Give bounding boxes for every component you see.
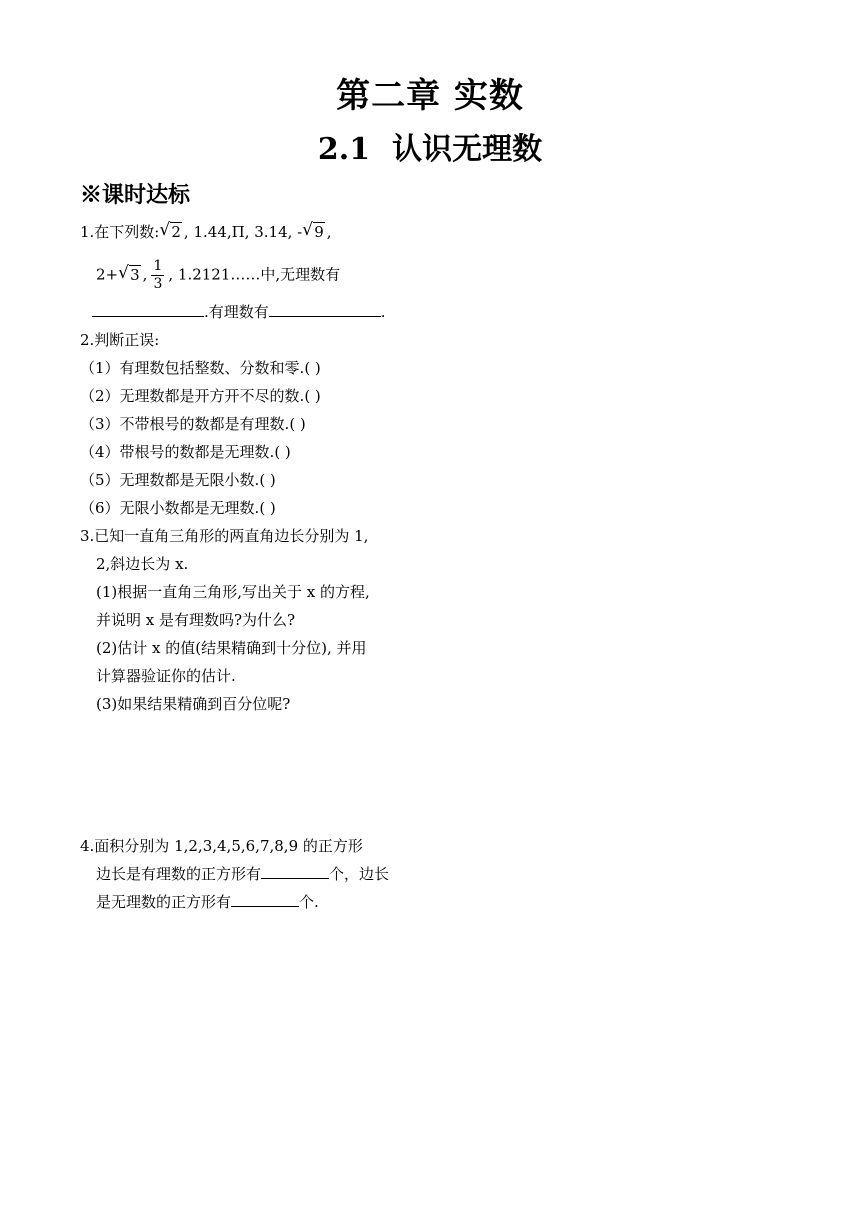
fraction-one-third xyxy=(151,258,164,293)
q4-line3-text: 是无理数的正方形有 xyxy=(96,893,232,911)
q3-line-3: (1)根据一直角三角形,写出关于 x 的方程, xyxy=(96,583,370,601)
q1-line3-end: . xyxy=(380,303,386,321)
rational-count-blank[interactable] xyxy=(261,864,329,879)
chapter-title: 第二章 实数 xyxy=(336,76,524,116)
q4-line-1: 4.面积分别为 1,2,3,4,5,6,7,8,9 的正方形 xyxy=(80,837,363,855)
sqrt-9-radicand: 9 xyxy=(314,223,324,241)
section-heading xyxy=(0,124,860,168)
q1-comma2: , xyxy=(142,265,148,284)
q1-line2 xyxy=(96,258,340,293)
irrational-count-blank[interactable] xyxy=(231,892,299,907)
fraction-numerator: 1 xyxy=(153,258,163,274)
q1-list: , 1.44,Π, 3.14, - xyxy=(183,223,303,241)
sqrt-3 xyxy=(118,265,141,285)
q3-line-1: 3.已知一直角三角形的两直角边长分别为 1, xyxy=(80,527,369,545)
q1-comma: , xyxy=(326,223,332,241)
q2-item-2: （2）无理数都是开方开不尽的数.( ) xyxy=(80,387,321,405)
sqrt-2-radicand: 2 xyxy=(171,223,181,241)
q3-line-2: 2,斜边长为 x. xyxy=(96,555,189,573)
q1-line3 xyxy=(92,302,386,322)
rational-answer-blank[interactable] xyxy=(269,302,381,317)
fraction-denominator: 3 xyxy=(153,276,163,292)
q4-line2-text: 边长是有理数的正方形有 xyxy=(96,865,262,883)
q3-line-5: (2)估计 x 的值(结果精确到十分位), 并用 xyxy=(96,639,367,657)
q1-line2-prefix: 2+ xyxy=(96,265,119,284)
section-number: 2.1 xyxy=(317,132,371,167)
q2-item-6: （6）无限小数都是无理数.( ) xyxy=(80,499,276,517)
q1-prefix: 1.在下列数: xyxy=(80,223,160,241)
q4-line-2 xyxy=(96,864,389,884)
q2-item-1: （1）有理数包括整数、分数和零.( ) xyxy=(80,359,321,377)
q3-line-7: (3)如果结果精确到百分位呢? xyxy=(96,695,291,713)
q1-line2-suffix: , 1.2121……中,无理数有 xyxy=(168,265,341,284)
section-title: 认识无理数 xyxy=(392,132,543,167)
q1-line1 xyxy=(80,222,332,242)
q4-line-3 xyxy=(96,892,319,912)
sqrt-2 xyxy=(159,222,182,242)
q2-item-4: （4）带根号的数都是无理数.( ) xyxy=(80,443,291,461)
category-label: ※课时达标 xyxy=(80,182,191,208)
q2-prompt: 2.判断正误: xyxy=(80,331,160,349)
sqrt-3-radicand: 3 xyxy=(130,265,140,284)
irrational-answer-blank[interactable] xyxy=(92,302,204,317)
q4-line2-end: 个，边长 xyxy=(329,865,390,883)
q4-line3-end: 个. xyxy=(299,893,319,911)
q2-item-3: （3）不带根号的数都是有理数.( ) xyxy=(80,415,306,433)
q3-line-4: 并说明 x 是有理数吗?为什么? xyxy=(96,611,296,629)
q2-item-5: （5）无理数都是无限小数.( ) xyxy=(80,471,276,489)
q1-line3-mid: .有理数有 xyxy=(204,303,269,321)
sqrt-9 xyxy=(302,222,325,242)
q3-line-6: 计算器验证你的估计. xyxy=(96,667,236,685)
